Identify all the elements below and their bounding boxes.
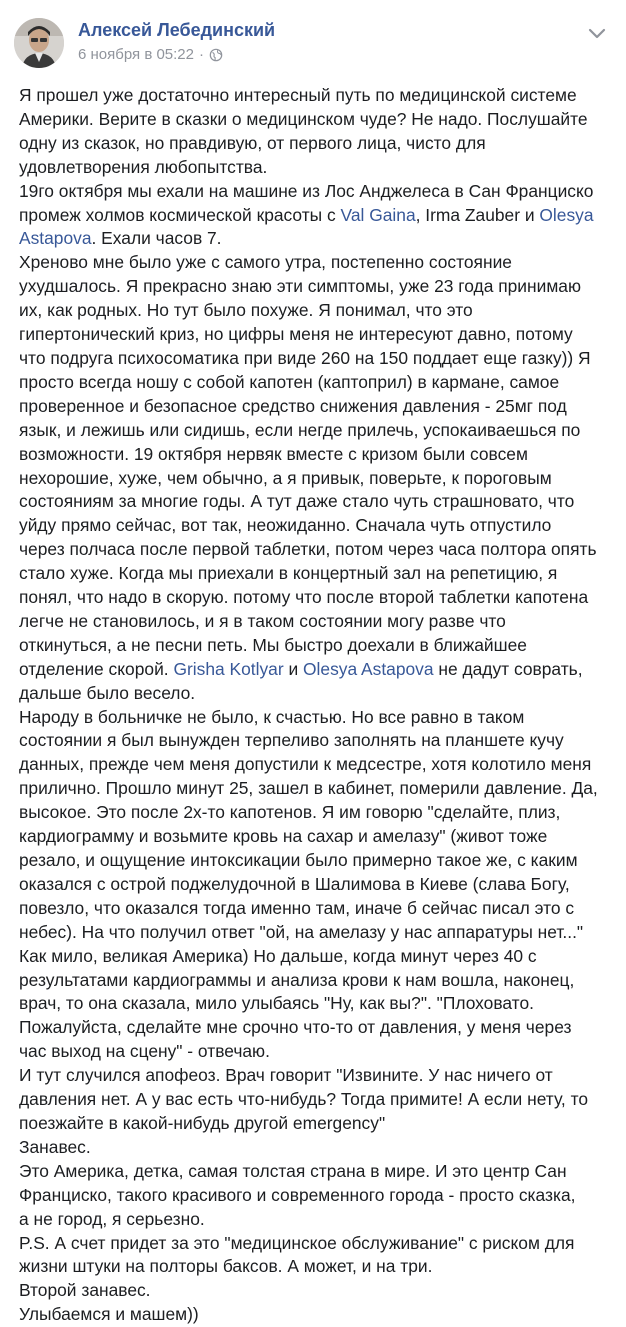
post-meta — [78, 46, 223, 63]
post-text-line: возможности. 19 октября нервяк вместе с кризом были совсем — [19, 443, 528, 464]
post-text-line: дальше было весело. — [19, 682, 196, 703]
tagged-person-link[interactable]: Astapova — [19, 228, 92, 249]
post-text-line: жизни штуки на полторы баксов. А может, и на три. — [19, 1256, 433, 1277]
text-segment: и — [283, 658, 304, 679]
post-text-line: резало, и ощущение интоксикации было примерно такое же, с каким — [19, 850, 578, 870]
avatar[interactable] — [14, 18, 64, 68]
globe-icon[interactable] — [209, 48, 223, 62]
post-text-line: легче не становилось, и я в таком состоянии могу разве что — [19, 610, 506, 631]
chevron-down-icon[interactable] — [588, 28, 606, 40]
text-segment: . Ехали часов 7. — [91, 228, 222, 249]
post-text-line: просто всегда ношу с собой капотен (каптоприл) в кармане, самое — [19, 371, 560, 392]
meta-separator: · — [199, 46, 204, 63]
post-text-line: Народу в больничке не было, к счастью. Но все равно в таком — [19, 706, 525, 727]
post-text-line: состояниям за многие годы. А тут даже стало чуть страшновато, что — [19, 491, 575, 512]
post-text-line: данных, прежде чем меня допустили к медсестре, хотя колотило меня — [19, 754, 592, 775]
post-text-line: откинуться, а не песни петь. Мы быстро доехали в ближайшее — [19, 634, 527, 655]
post-text-line: их, как родных. Но тут было похуже. Я понимал, что это — [19, 300, 473, 321]
post-text-line: Улыбаемся и машем)) — [19, 1304, 199, 1325]
post-text-line: стало хуже. Когда мы приехали в концертный зал на репетицию, я — [19, 563, 558, 584]
post-text-line: Америки. Верите в сказки о медицинском чуде? Не надо. Послушайте — [19, 108, 588, 129]
post-text-line: прилично. Прошло минут 25, зашел в кабинет, померили давление. Да, — [19, 778, 598, 799]
post-text-line: Это Америка, детка, самая толстая страна в мире. И это центр Сан — [19, 1160, 567, 1181]
post-text-line: одну из сказок, но правдивую, от первого лица, чисто для — [19, 132, 486, 153]
tagged-person-link[interactable]: Val Gaina — [340, 204, 416, 225]
post-text-line: кардиограмму и возьмите кровь на сахар и амелазу" (живот тоже — [19, 826, 548, 847]
post-text-line: Франциско, такого красивого и современного города - просто сказка, — [19, 1184, 576, 1205]
post-text-line: Хреново мне было уже с самого утра, постепенно состояние — [19, 252, 512, 273]
post-text-line: P.S. А счет придет за это "медицинское обслуживание" с риском для — [19, 1232, 575, 1253]
post-text-line: ухудшалось. Я прекрасно знаю эти симптомы, уже 23 года принимаю — [19, 276, 581, 297]
post-text — [19, 84, 609, 1327]
post-text-line: врач, то она сказала, мило улыбаясь "Ну, как вы?". "Плоховато. — [19, 993, 534, 1014]
post-text-line: час выход на сцену" - отвечаю. — [19, 1041, 270, 1062]
post-text-line: оказался с острой поджелудочной в Шалимова в Киеве (слава Богу, — [19, 873, 570, 894]
post-text-line: высокое. Это после 2х-то капотенов. Я им говорю "сделайте, плиз, — [19, 802, 561, 823]
post-header — [14, 18, 614, 74]
post-text-line: Как мило, великая Америка) Но дальше, когда минут через 40 с — [19, 945, 537, 966]
post-text-line: удовлетворения любопытства. — [19, 156, 268, 177]
text-segment: промеж холмов космической красоты с — [19, 204, 341, 225]
author-name[interactable]: Алексей Лебединский — [78, 20, 276, 40]
post-text-line: проверенное и безопасное средство снижения давления - 25мг под — [19, 395, 567, 416]
post-text-line: результатами кардиограммы и анализа крови к нам вошла, наконец, — [19, 969, 575, 990]
post-text-line: И тут случился апофеоз. Врач говорит "Извините. У нас ничего от — [19, 1065, 553, 1086]
post-text-line: повезло, что оказался тогда именно там, иначе б сейчас писал это с — [19, 897, 575, 918]
post-text-line: язык, и лежишь или сидишь, если негде прилечь, успокаиваешься по — [19, 419, 581, 440]
post-text-line: через полчаса после первой таблетки, потом через часа полтора опять — [19, 539, 597, 560]
text-segment: , Irma Zauber и — [415, 204, 540, 225]
post-text-line: Второй занавес. — [19, 1280, 151, 1301]
tagged-person-link[interactable]: Grisha Kotlyar — [173, 658, 284, 679]
post-text-line: нехорошие, хуже, чем обычно, а я привык, поверьте, к пороговым — [19, 467, 552, 488]
tagged-person-link[interactable]: Olesya — [539, 204, 594, 225]
post-text-line: 19го октября мы ехали на машине из Лос Анджелеса в Сан Франциско — [19, 180, 594, 201]
post-text-line: Пожалуйста, сделайте мне срочно что-то от давления, у меня через — [19, 1017, 572, 1038]
post-text-line: давления нет. А у вас есть что-нибудь? Тогда примите! А если нету, то — [19, 1089, 589, 1110]
post-text-line: что подруга психосоматика при виде 260 на 150 поддает еще газку)) Я — [19, 347, 591, 368]
post-text-line: уйду прямо сейчас, вот так, неожиданно. Сначала чуть отпустило — [19, 515, 552, 536]
post-text-line: понял, что надо в скорую. потому что после второй таблетки капотена — [19, 587, 589, 608]
post-text-line — [19, 227, 609, 251]
post-text-line — [19, 204, 609, 228]
post-text-line: Я прошел уже достаточно интересный путь по медицинской системе — [19, 85, 577, 105]
post-text-line: а не город, я серьезно. — [19, 1208, 205, 1229]
post-text-line: гипертонический криз, но цифры меня не интересуют давно, потому — [19, 324, 573, 345]
post-timestamp[interactable]: 6 ноября в 05:22 — [78, 46, 194, 63]
text-segment: не дадут соврать, — [433, 658, 583, 679]
post-text-line: состоянии я был вынужден терпеливо заполнять на планшете кучу — [19, 730, 564, 751]
post-text-line — [19, 658, 609, 682]
post-text-line: поезжайте в какой-нибудь другой emergency" — [19, 1112, 386, 1133]
tagged-person-link[interactable]: Olesya Astapova — [303, 658, 434, 679]
avatar-photo — [14, 18, 64, 68]
post-text-line: небес). На что получил ответ "ой, на амелазу у нас аппаратуры нет..." — [19, 921, 584, 942]
text-segment: отделение скорой. — [19, 658, 174, 679]
post-text-line: Занавес. — [19, 1136, 91, 1157]
